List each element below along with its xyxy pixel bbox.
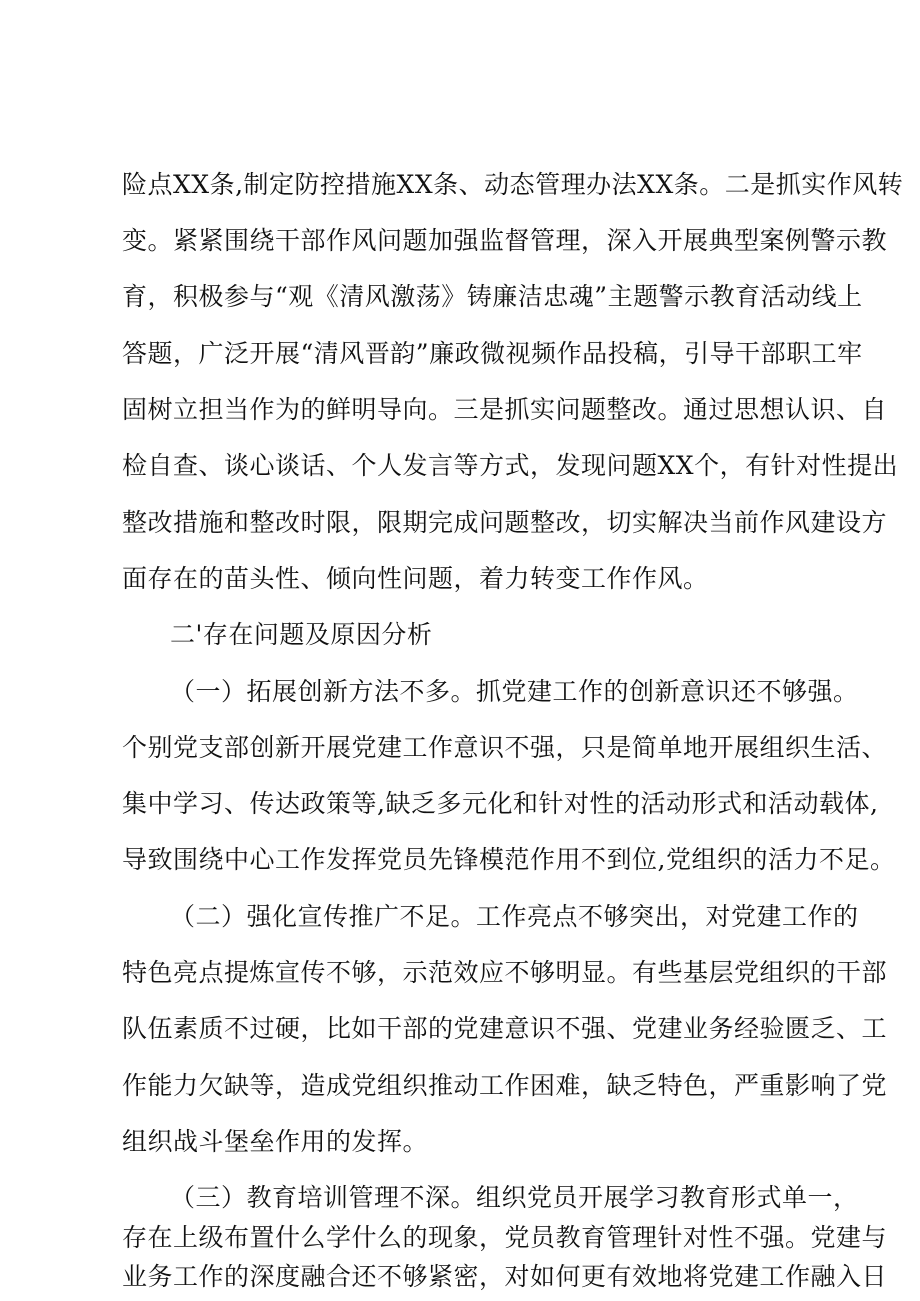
text-line: 答题，广泛开展“清风晋韵”廉政微视频作品投稿，引导干部职工牢 [122,339,863,368]
paragraph-first-line: （二）强化宣传推广不足。工作亮点不够突出，对党建工作的 [170,902,859,931]
text-line: 特色亮点提炼宣传不够，示范效应不够明显。有些基层党组织的干部 [122,958,888,987]
text-line: 固树立担当作为的鲜明导向。三是抓实问题整改。通过思想认识、自 [122,395,888,424]
text-line: 险点XX条,制定防控措施XX条、动态管理办法XX条。二是抓实作风转 [122,170,904,199]
text-line: 检自查、谈心谈话、个人发言等方式，发现问题XX个，有针对性提出 [122,451,899,480]
text-line: 作能力欠缺等，造成党组织推动工作困难，缺乏特色，严重影响了党 [122,1071,888,1100]
text-line: 集中学习、传达政策等,缺乏多元化和针对性的活动形式和活动载体, [122,789,879,818]
text-line: 队伍素质不过硬，比如干部的党建意识不强、党建业务经验匮乏、工 [122,1014,888,1043]
text-line: 组织战斗堡垒作用的发挥。 [122,1127,429,1156]
text-line: 个别党支部创新开展党建工作意识不强，只是简单地开展组织生活、 [122,733,888,762]
text-line: 业务工作的深度融合还不够紧密，对如何更有效地将党建工作融入日 [122,1262,888,1291]
text-line: 存在上级布置什么学什么的现象，党员教育管理针对性不强。党建与 [122,1223,888,1252]
text-line: 导致围绕中心工作发挥党员先锋模范作用不到位,党组织的活力不足。 [122,845,896,874]
paragraph-first-line: （一）拓展创新方法不多。抓党建工作的创新意识还不够强。 [170,677,859,706]
text-line: 整改措施和整改时限，限期完成问题整改，切实解决当前作风建设方 [122,508,888,537]
text-line: 育，积极参与“观《清风激荡》铸廉洁忠魂”主题警示教育活动线上 [122,282,863,311]
text-line: 面存在的苗头性、倾向性问题，着力转变工作作风。 [122,564,709,593]
text-line: 变。紧紧围绕干部作风问题加强监督管理，深入开展典型案例警示教 [122,226,888,255]
paragraph-first-line: （三）教育培训管理不深。组织党员开展学习教育形式单一， [170,1183,859,1212]
section-heading: 二'存在问题及原因分析 [170,620,433,649]
